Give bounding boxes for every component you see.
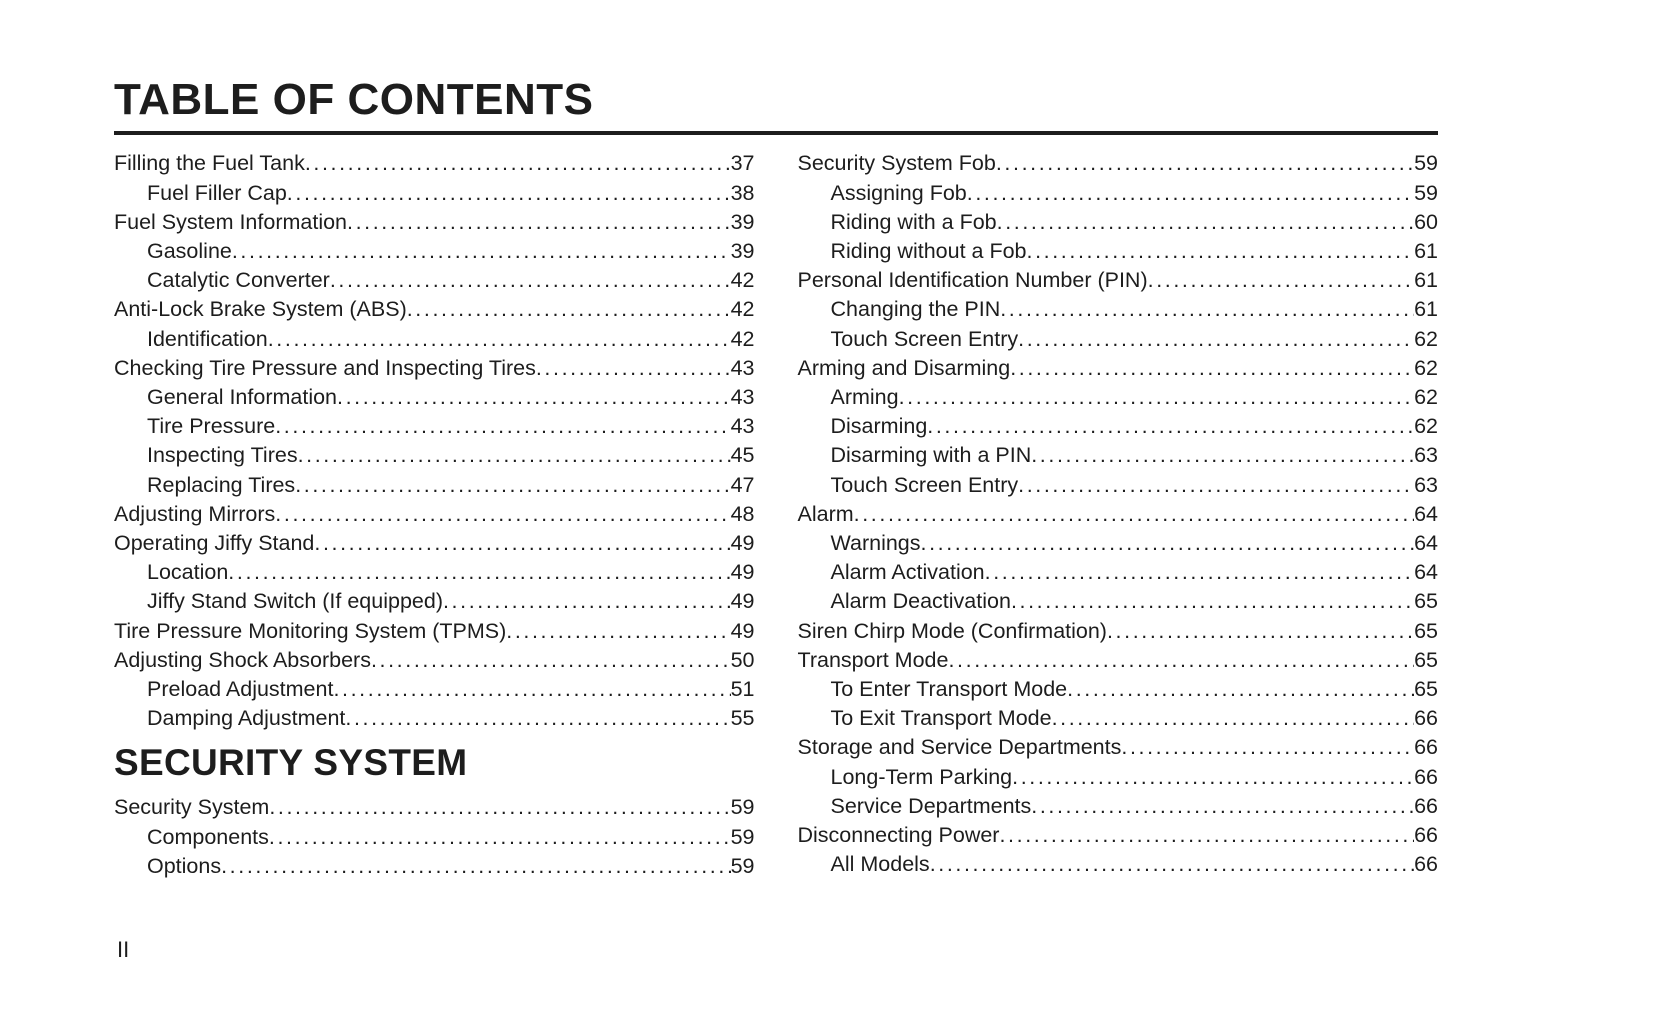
toc-entry-label: Security System xyxy=(114,795,270,820)
toc-entry-label: Changing the PIN xyxy=(830,297,1001,322)
toc-entry-label: To Exit Transport Mode xyxy=(830,706,1052,731)
toc-leader-dots xyxy=(1018,325,1414,354)
toc-entry-label: Location xyxy=(147,560,229,585)
toc-entry-page: 66 xyxy=(1414,764,1438,789)
toc-leader-dots xyxy=(1107,617,1414,646)
toc-entry xyxy=(798,471,1439,500)
toc-entry-page: 61 xyxy=(1414,297,1438,322)
toc-leader-dots xyxy=(1031,792,1414,821)
toc-entry-page: 60 xyxy=(1414,209,1438,234)
toc-leader-dots xyxy=(996,149,1414,178)
toc-entry-page: 59 xyxy=(1414,151,1438,176)
toc-entry-page: 61 xyxy=(1414,239,1438,263)
toc-entry xyxy=(114,675,755,704)
toc-entry-label: Checking Tire Pressure and Inspecting Tires xyxy=(114,355,536,380)
toc-entry-page: 43 xyxy=(730,355,755,380)
toc-entry-page: 37 xyxy=(730,151,755,176)
toc-entry-page: 59 xyxy=(730,824,755,849)
toc-column-left xyxy=(114,149,755,881)
toc-entry-label: Arming and Disarming xyxy=(797,355,1011,380)
toc-leader-dots xyxy=(221,852,730,881)
toc-leader-dots xyxy=(921,529,1415,558)
toc-entry-page: 64 xyxy=(1414,501,1438,526)
toc-entry-label: Disconnecting Power xyxy=(797,823,1000,848)
toc-entry-label: Adjusting Mirrors xyxy=(114,501,276,526)
toc-entry-label: Storage and Service Departments xyxy=(797,735,1122,760)
toc-entry xyxy=(114,354,755,383)
toc-entry-page: 49 xyxy=(730,531,755,556)
toc-entry xyxy=(798,383,1439,412)
toc-entry-label: Operating Jiffy Stand xyxy=(114,531,315,556)
toc-entry-page: 65 xyxy=(1414,647,1438,672)
toc-entry-label: Damping Adjustment xyxy=(147,706,346,731)
toc-entry-label: All Models xyxy=(830,852,930,877)
toc-entry xyxy=(114,646,755,675)
toc-entry-page: 63 xyxy=(1414,472,1438,497)
toc-entry xyxy=(798,529,1439,558)
toc-entry xyxy=(114,266,755,295)
toc-entry-label: Touch Screen Entry xyxy=(830,326,1019,351)
toc-entry xyxy=(798,208,1439,237)
toc-entry-page: 39 xyxy=(730,239,755,263)
toc-entry xyxy=(114,149,755,178)
toc-leader-dots xyxy=(1121,733,1414,762)
toc-entry-page: 49 xyxy=(730,589,755,614)
toc-entry xyxy=(114,704,755,733)
toc-entry-label: Siren Chirp Mode (Confirmation) xyxy=(797,618,1107,643)
toc-entry xyxy=(798,325,1439,354)
toc-leader-dots xyxy=(1148,266,1414,295)
toc-entry xyxy=(114,558,755,587)
toc-entry-page: 63 xyxy=(1414,443,1438,468)
toc-entry xyxy=(114,325,755,354)
toc-entry-label: General Information xyxy=(147,385,338,410)
toc-entry xyxy=(114,208,755,237)
toc-entry-page: 62 xyxy=(1414,414,1438,439)
toc-entry-page: 49 xyxy=(730,618,755,643)
toc-entry xyxy=(798,763,1439,792)
toc-entry xyxy=(798,675,1439,704)
toc-entry xyxy=(114,852,755,881)
toc-entry-page: 42 xyxy=(730,268,755,293)
toc-entry-label: Transport Mode xyxy=(797,647,949,672)
title-rule xyxy=(114,131,1438,135)
toc-entry xyxy=(798,149,1439,178)
toc-entry-label: Riding with a Fob xyxy=(830,209,997,234)
toc-entry-page: 62 xyxy=(1414,355,1438,380)
toc-entry-label: Arming xyxy=(830,385,899,410)
toc-leader-dots xyxy=(269,793,730,822)
toc-entry-label: Preload Adjustment xyxy=(147,677,334,702)
toc-entry xyxy=(798,266,1439,295)
toc-entry-label: Disarming xyxy=(830,414,928,439)
toc-entry xyxy=(798,704,1439,733)
toc-leader-dots xyxy=(899,383,1414,412)
toc-entry xyxy=(114,617,755,646)
toc-columns xyxy=(114,149,1438,881)
toc-leader-dots xyxy=(1000,295,1414,324)
toc-leader-dots xyxy=(298,441,731,470)
toc-entry-page: 64 xyxy=(1414,560,1438,585)
toc-entry xyxy=(798,733,1439,762)
toc-entry-label: Adjusting Shock Absorbers xyxy=(114,647,371,672)
toc-entry-page: 42 xyxy=(730,297,755,322)
toc-entry xyxy=(114,441,755,470)
toc-leader-dots xyxy=(985,558,1414,587)
toc-entry-page: 50 xyxy=(730,647,755,672)
toc-entry-label: Anti-Lock Brake System (ABS) xyxy=(114,297,407,322)
toc-leader-dots xyxy=(443,587,731,616)
toc-leader-dots xyxy=(1012,763,1414,792)
toc-entry-page: 49 xyxy=(730,560,755,585)
toc-entry xyxy=(798,646,1439,675)
toc-entry-label: Service Departments xyxy=(830,793,1032,818)
page-number: II xyxy=(117,937,130,962)
toc-leader-dots xyxy=(967,179,1414,208)
toc-leader-dots xyxy=(927,412,1414,441)
toc-entry-page: 64 xyxy=(1414,531,1438,556)
toc-entry xyxy=(114,793,755,822)
toc-leader-dots xyxy=(536,354,731,383)
toc-entry-label: Tire Pressure Monitoring System (TPMS) xyxy=(114,618,507,643)
toc-entry xyxy=(114,179,755,208)
toc-section-heading: SECURITY SYSTEM xyxy=(114,742,468,784)
toc-leader-dots xyxy=(407,295,731,324)
toc-entry-label: Alarm Deactivation xyxy=(830,589,1011,614)
toc-entry-label: Alarm xyxy=(797,501,854,526)
toc-leader-dots xyxy=(347,208,731,237)
toc-entry-label: Warnings xyxy=(830,531,921,556)
toc-entry-page: 62 xyxy=(1414,385,1438,410)
toc-entry-page: 66 xyxy=(1414,823,1438,848)
toc-entry-label: To Enter Transport Mode xyxy=(830,677,1068,702)
toc-entry-label: Components xyxy=(147,824,269,849)
toc-entry-label: Personal Identification Number (PIN) xyxy=(797,268,1148,293)
toc-entry-page: 48 xyxy=(730,501,755,526)
toc-entry-label: Touch Screen Entry xyxy=(830,472,1019,497)
toc-leader-dots xyxy=(930,850,1414,879)
toc-entry-page: 51 xyxy=(730,677,755,702)
toc-entry-page: 47 xyxy=(730,472,755,497)
toc-entry xyxy=(798,354,1439,383)
toc-entry-page: 43 xyxy=(730,414,755,439)
page-title: TABLE OF CONTENTS xyxy=(114,75,594,124)
toc-entry-page: 66 xyxy=(1414,793,1438,818)
toc-leader-dots xyxy=(295,471,730,500)
toc-entry-label: Options xyxy=(147,853,222,878)
toc-entry-label: Gasoline xyxy=(147,239,232,263)
toc-entry xyxy=(798,587,1439,616)
toc-entry xyxy=(114,587,755,616)
toc-leader-dots xyxy=(1067,675,1414,704)
toc-entry-page: 59 xyxy=(730,795,755,820)
toc-leader-dots xyxy=(305,149,731,178)
toc-entry-page: 55 xyxy=(730,706,755,731)
toc-entry xyxy=(798,821,1439,850)
toc-entry-page: 39 xyxy=(730,209,755,234)
toc-entry-page: 45 xyxy=(730,443,755,468)
page-content xyxy=(114,0,1438,881)
toc-leader-dots xyxy=(1027,237,1415,266)
toc-entry-label: Security System Fob xyxy=(797,151,996,176)
toc-leader-dots xyxy=(345,704,730,733)
toc-leader-dots xyxy=(1011,587,1414,616)
toc-entry-label: Fuel Filler Cap xyxy=(147,180,287,205)
toc-entry-label: Filling the Fuel Tank xyxy=(114,151,305,176)
toc-entry-page: 66 xyxy=(1414,735,1438,760)
toc-entry-page: 66 xyxy=(1414,852,1438,877)
toc-entry xyxy=(114,823,755,852)
toc-entry xyxy=(114,383,755,412)
toc-leader-dots xyxy=(371,646,731,675)
toc-entry-page: 62 xyxy=(1414,326,1438,351)
toc-entry xyxy=(798,237,1439,266)
toc-leader-dots xyxy=(275,412,730,441)
toc-entry-label: Fuel System Information xyxy=(114,209,348,234)
toc-entry-label: Assigning Fob xyxy=(830,180,967,205)
toc-leader-dots xyxy=(999,821,1414,850)
toc-entry xyxy=(114,471,755,500)
toc-leader-dots xyxy=(268,325,731,354)
toc-entry-label: Identification xyxy=(147,326,268,351)
toc-entry-page: 42 xyxy=(730,326,755,351)
toc-entry xyxy=(798,441,1439,470)
toc-entry xyxy=(114,529,755,558)
toc-entry-label: Inspecting Tires xyxy=(147,443,298,468)
toc-leader-dots xyxy=(1018,471,1414,500)
toc-entry xyxy=(114,412,755,441)
toc-leader-dots xyxy=(269,823,731,852)
toc-entry xyxy=(114,500,755,529)
toc-entry-page: 66 xyxy=(1414,706,1438,731)
toc-entry-label: Jiffy Stand Switch (If equipped) xyxy=(147,589,443,614)
toc-entry-label: Alarm Activation xyxy=(830,560,985,585)
toc-entry xyxy=(798,792,1439,821)
toc-entry-label: Riding without a Fob xyxy=(830,239,1027,263)
toc-leader-dots xyxy=(232,237,731,266)
toc-entry-label: Catalytic Converter xyxy=(147,268,330,293)
toc-entry xyxy=(798,179,1439,208)
toc-leader-dots xyxy=(333,675,730,704)
toc-leader-dots xyxy=(948,646,1414,675)
toc-leader-dots xyxy=(314,529,730,558)
toc-entry xyxy=(114,237,755,266)
toc-leader-dots xyxy=(337,383,731,412)
toc-entry-label: Long-Term Parking xyxy=(830,764,1013,789)
toc-entry-page: 43 xyxy=(730,385,755,410)
toc-leader-dots xyxy=(997,208,1414,237)
toc-leader-dots xyxy=(1052,704,1415,733)
toc-entry xyxy=(798,295,1439,324)
toc-entry xyxy=(798,850,1439,879)
toc-column-right xyxy=(798,149,1439,881)
toc-leader-dots xyxy=(287,179,731,208)
toc-entry-label: Tire Pressure xyxy=(147,414,276,439)
toc-leader-dots xyxy=(1010,354,1414,383)
toc-entry-page: 65 xyxy=(1414,618,1438,643)
toc-leader-dots xyxy=(330,266,731,295)
toc-leader-dots xyxy=(506,617,730,646)
toc-leader-dots xyxy=(275,500,730,529)
toc-entry xyxy=(114,295,755,324)
toc-entry xyxy=(798,412,1439,441)
toc-entry-page: 65 xyxy=(1414,589,1438,614)
toc-entry-label: Replacing Tires xyxy=(147,472,296,497)
toc-leader-dots xyxy=(854,500,1414,529)
toc-entry xyxy=(798,558,1439,587)
toc-entry xyxy=(798,617,1439,646)
toc-entry-page: 65 xyxy=(1414,677,1438,702)
toc-leader-dots xyxy=(228,558,730,587)
toc-entry-page: 59 xyxy=(730,853,755,878)
toc-entry xyxy=(798,500,1439,529)
toc-entry-page: 38 xyxy=(730,180,755,205)
toc-leader-dots xyxy=(1031,441,1414,470)
toc-entry-page: 59 xyxy=(1414,180,1438,205)
toc-entry-label: Disarming with a PIN xyxy=(830,443,1032,468)
toc-entry-page: 61 xyxy=(1414,268,1438,293)
